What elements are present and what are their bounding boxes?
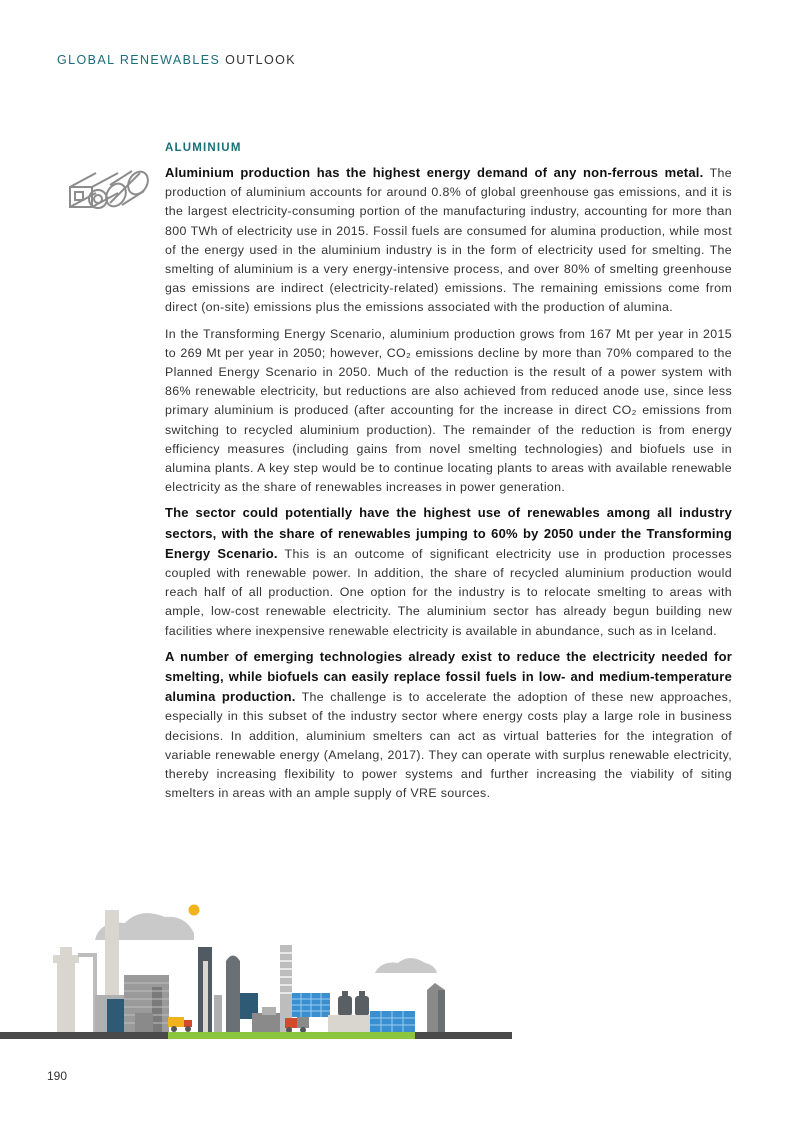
- industrial-skyline-illustration: [0, 895, 520, 1045]
- paragraph-3-text: This is an outcome of significant electricity use in production processes coupled with renewable power. In addition, the share of recycled aluminium production would reach half of all production. One option for the industry is to relocate smelting to areas with ample, low-cost renewable electricity. The aluminium sector has already begun building new facilities where inexpensive renewable electricity is available in abundance, such as in Iceland.: [165, 546, 732, 638]
- header-title-right: OUTLOOK: [225, 53, 296, 67]
- running-header: [57, 53, 296, 67]
- paragraph-4-text: The challenge is to accelerate the adoption of these new approaches, especially in this subset of the industry sector where energy costs play a large role in business decisions. In addition, aluminium smelters can act as virtual batteries for the integration of variable renewable energy (Amelang, 2017). They can operate with surplus renewable electricity, thereby increasing flexibility to power systems and further increasing the viability of siting smelters in areas with an ample supply of VRE sources.: [165, 690, 732, 801]
- paragraph-1-lead: Aluminium production has the highest energy demand of any non-ferrous metal.: [165, 165, 704, 180]
- paragraph-1: [165, 163, 732, 318]
- paragraph-1-text: The production of aluminium accounts for around 0.8% of global greenhouse gas emissions, and it is the largest electricity-consuming portion of the manufacturing industry, accounting for more than 800 TWh of electricity use in 2015. Fossil fuels are consumed for alumina production, while most of the energy used in the aluminium industry is in the form of electricity used for smelting. The smelting of aluminium is a very energy-intensive process, and over 80% of smelting greenhouse gas emissions are indirect (electricity-related) emissions. The remaining emissions come from direct (on-site) emissions plus the emissions associated with the production of alumina.: [165, 166, 732, 315]
- paragraph-2-text: In the Transforming Energy Scenario, aluminium production grows from 167 Mt per year in 2015 to 269 Mt per year in 2050; however, CO₂ emissions decline by more than 70% compared to the Planned Energy Scenario in 2050. Much of the reduction is the result of a power system with 86% renewable electricity, but reductions are also achieved from reduced anode use, since less primary aluminium is produced (after accounting for the increase in direct CO₂ emissions from switching to recycled aluminium production). The remainder of the reduction is from energy efficiency measures (including gains from novel smelting technologies) and biofuels use in alumina plants. A key step would be to continue locating plants to areas with available renewable electricity as the share of renewables increases in power generation.: [165, 326, 732, 495]
- paragraph-2: [165, 324, 732, 498]
- paragraph-3-lead: The sector could potentially have the highest use of renewables among all industry sectors, with the share of renewables jumping to 60% by 2050 under the Transforming Energy Scenario.: [165, 505, 732, 561]
- aluminium-rolls-icon: [66, 165, 156, 213]
- page-number: 190: [47, 1069, 68, 1083]
- section-title: ALUMINIUM: [165, 142, 242, 154]
- paragraph-3: [165, 503, 732, 640]
- paragraph-4: [165, 647, 732, 804]
- header-title-left: GLOBAL RENEWABLES: [57, 53, 221, 67]
- article-body: [165, 163, 732, 810]
- paragraph-4-lead: A number of emerging technologies already exist to reduce the electricity needed for smelting, while biofuels can easily replace fossil fuels in low- and medium-temperature alumina production.: [165, 648, 732, 705]
